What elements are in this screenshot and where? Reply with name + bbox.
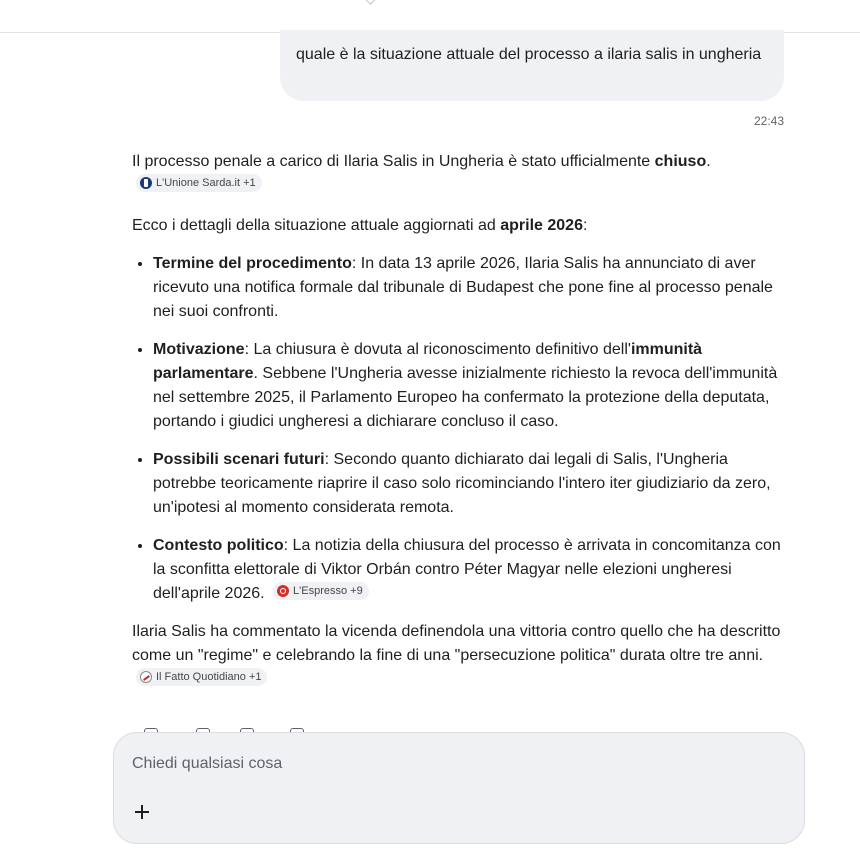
list-item: • Contesto politico: La notizia della chiusura del processo è arrivata in concomitanza con la sconfitta elettorale di Viktor Orbán contro Péter Magyar nelle elezioni ungheresi dell'aprile 2026. L'Espresso +9 bbox=[153, 533, 782, 606]
list-item: • Motivazione: La chiusura è dovuta al riconoscimento definitivo dell'immunità parlamentare. Sebbene l'Ungheria avesse inizialmente richiesto la revoca dell'immunità nel settembre 2025, il Parlamento Europeo ha confermato la protezione della deputata, portando i giudici ungheresi a dichiarare concluso il caso. bbox=[153, 337, 782, 434]
message-timestamp: 22:43 bbox=[753, 114, 784, 128]
chat-input[interactable] bbox=[132, 751, 732, 777]
source-chip[interactable]: L'Espresso +9 bbox=[273, 582, 369, 600]
chat-composer bbox=[113, 732, 805, 844]
answer-lead: Ecco i dettagli della situazione attuale aggiornati ad aprile 2026: bbox=[132, 217, 588, 234]
assistant-answer bbox=[132, 150, 782, 692]
plus-icon[interactable] bbox=[130, 800, 154, 824]
chevron-down-icon[interactable] bbox=[364, 0, 377, 5]
answer-bullet-list bbox=[132, 251, 782, 606]
unione-sarda-logo-icon bbox=[140, 177, 152, 189]
fatto-quotidiano-logo-icon bbox=[140, 671, 152, 683]
answer-intro: Il processo penale a carico di Ilaria Salis in Ungheria è stato ufficialmente chiuso. L'Unione Sarda.it +1 bbox=[132, 150, 782, 198]
list-item: • Possibili scenari futuri: Secondo quanto dichiarato dai legali di Salis, l'Ungheria potrebbe teoricamente riaprire il caso solo ricominciando l'intero iter giudiziario da zero, un'ipotesi al momento considerata remota. bbox=[153, 447, 782, 520]
list-item: • Termine del procedimento: In data 13 aprile 2026, Ilaria Salis ha annunciato di aver ricevuto una notifica formale dal tribunale di Budapest che pone fine al processo penale nei suoi confronti. bbox=[153, 251, 782, 324]
top-bar bbox=[0, 0, 860, 33]
user-message-bubble bbox=[280, 30, 784, 101]
user-message-text: quale è la situazione attuale del processo a ilaria salis in ungheria bbox=[296, 46, 762, 63]
source-chip[interactable]: L'Unione Sarda.it +1 bbox=[136, 174, 262, 192]
source-chip[interactable]: Il Fatto Quotidiano +1 bbox=[136, 668, 267, 686]
answer-closing: Ilaria Salis ha commentato la vicenda definendola una vittoria contro quello che ha descritto come un "regime" e celebrando la fine di una "persecuzione politica" durata oltre tre anni. Il Fatto Quotidiano +1 bbox=[132, 620, 782, 692]
espresso-logo-icon bbox=[277, 585, 289, 597]
